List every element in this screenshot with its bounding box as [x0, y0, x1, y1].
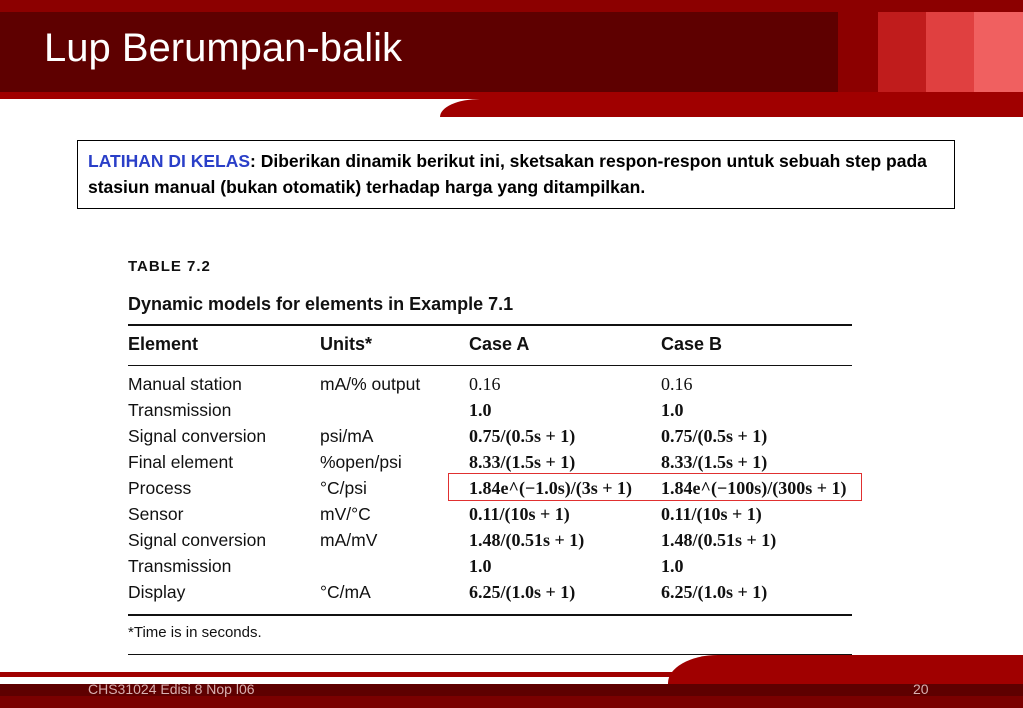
- table-row: [128, 398, 852, 424]
- cell-element: Display: [128, 582, 186, 602]
- cell-case-a: 8.33/(1.5s + 1): [469, 452, 576, 472]
- table-header-row: [128, 334, 852, 360]
- cell-element: Sensor: [128, 504, 184, 524]
- table-row: [128, 580, 852, 606]
- cell-units: psi/mA: [320, 426, 374, 446]
- cell-case-a: 1.84e^(−1.0s)/(3s + 1): [469, 478, 632, 498]
- page-number: 20: [913, 681, 929, 697]
- header-element: Element: [128, 334, 199, 354]
- header-square-1: [838, 12, 878, 92]
- table-caption: Dynamic models for elements in Example 7.1: [128, 294, 514, 314]
- cell-element: Signal conversion: [128, 426, 267, 446]
- header-case-a: Case A: [469, 334, 530, 354]
- slide-header: [0, 0, 1023, 118]
- header-square-2: [878, 12, 926, 92]
- cell-case-b: 6.25/(1.0s + 1): [661, 582, 768, 602]
- cell-case-b: 1.0: [661, 400, 684, 420]
- cell-element: Signal conversion: [128, 530, 267, 550]
- cell-case-b: 1.84e^(−100s)/(300s + 1): [661, 478, 847, 498]
- cell-case-a: 0.75/(0.5s + 1): [469, 426, 576, 446]
- cell-element: Final element: [128, 452, 234, 472]
- table-row: [128, 502, 852, 528]
- table-number: TABLE 7.2: [128, 258, 211, 275]
- header-top-strip: [0, 0, 1023, 12]
- cell-element: Transmission: [128, 400, 232, 420]
- cell-units: mA/mV: [320, 530, 378, 550]
- cell-element: Process: [128, 478, 192, 498]
- table-rule-top: [128, 324, 852, 326]
- header-square-4: [974, 12, 1023, 92]
- header-case-b: Case B: [661, 334, 723, 354]
- cell-case-a: 0.16: [469, 374, 501, 394]
- footer-curve: [668, 655, 1023, 685]
- cell-case-b: 0.11/(10s + 1): [661, 504, 762, 524]
- cell-case-a: 6.25/(1.0s + 1): [469, 582, 576, 602]
- table-rule-bottom: [128, 614, 852, 616]
- process-row-highlight: [448, 473, 862, 501]
- cell-case-b: 8.33/(1.5s + 1): [661, 452, 768, 472]
- table-row: [128, 528, 852, 554]
- cell-case-a: 1.0: [469, 400, 492, 420]
- footer-bottom-strip: [0, 696, 1023, 708]
- cell-case-a: 0.11/(10s + 1): [469, 504, 570, 524]
- table-row: [128, 372, 852, 398]
- header-units: Units*: [320, 334, 373, 354]
- slide-footer: [0, 650, 1023, 708]
- cell-case-a: 1.0: [469, 556, 492, 576]
- exercise-box: [77, 140, 955, 209]
- cell-units: mA/% output: [320, 374, 421, 394]
- footer-thin-strip: [0, 672, 1023, 677]
- header-underline: [0, 92, 1023, 99]
- cell-case-b: 1.48/(0.51s + 1): [661, 530, 777, 550]
- cell-units: mV/°C: [320, 504, 371, 524]
- cell-case-b: 1.0: [661, 556, 684, 576]
- cell-units: %open/psi: [320, 452, 402, 472]
- cell-case-b: 0.16: [661, 374, 693, 394]
- table-rule-header: [128, 365, 852, 366]
- exercise-lead: LATIHAN DI KELAS: [88, 151, 251, 171]
- footer-course-text: CHS31024 Edisi 8 Nop l06: [88, 681, 255, 697]
- cell-units: °C/mA: [320, 582, 371, 602]
- cell-units: °C/psi: [320, 478, 367, 498]
- header-square-3: [926, 12, 974, 92]
- exercise-text: : Diberikan dinamik berikut ini, sketsakan respon-respon untuk sebuah step pada stasiun manual (bukan otomatik) terhadap harga yang ditampilkan.: [88, 151, 927, 197]
- header-curve: [440, 99, 1023, 117]
- table-row: [128, 554, 852, 580]
- cell-case-b: 0.75/(0.5s + 1): [661, 426, 768, 446]
- cell-element: Manual station: [128, 374, 242, 394]
- table-footnote: *Time is in seconds.: [128, 624, 262, 641]
- slide-title: Lup Berumpan-balik: [44, 26, 402, 70]
- cell-element: Transmission: [128, 556, 232, 576]
- table-row: [128, 424, 852, 450]
- cell-case-a: 1.48/(0.51s + 1): [469, 530, 585, 550]
